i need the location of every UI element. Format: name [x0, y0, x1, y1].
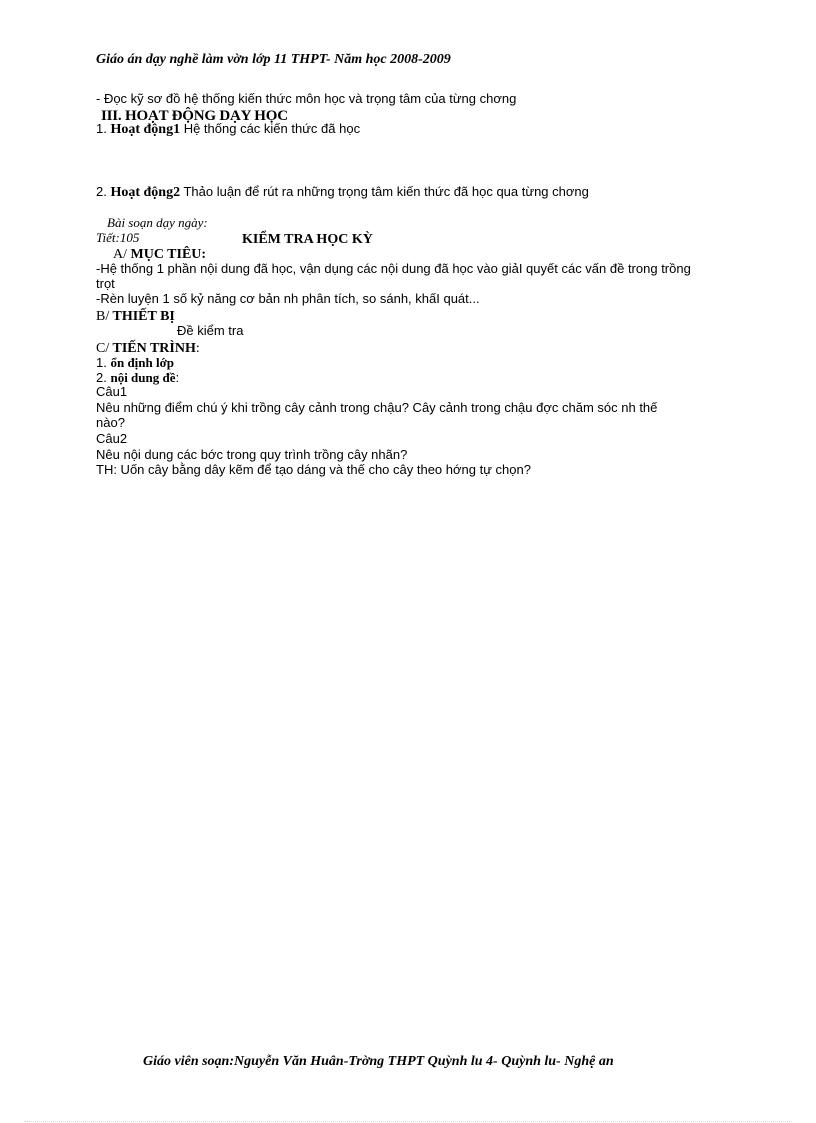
section-b-prefix: B/: [96, 309, 110, 324]
activity-1-number: 1.: [96, 121, 111, 136]
lesson-period-label: Tiết:105: [96, 230, 140, 245]
lesson-title: KIỂM TRA HỌC KỲ: [242, 232, 373, 247]
section-3-heading: III. HOẠT ĐỘNG DẠY HỌC: [101, 108, 288, 124]
section-a-line-1-cont: trọt: [96, 276, 115, 291]
page-footer: Giáo viên soạn:Nguyễn Văn Huân-Trờng THPT Quỳnh lu 4- Quỳnh lu- Nghệ an: [143, 1054, 614, 1069]
activity-2-label: Hoạt động2: [110, 185, 181, 200]
page-bottom-edge: [24, 1121, 792, 1122]
activity-1-text: Hệ thống các kiến thức đã học: [180, 121, 361, 136]
step-2-colon: :: [175, 370, 180, 385]
section-a-title: MỤC TIÊU:: [127, 247, 207, 262]
section-a-line-1: -Hệ thống 1 phần nội dung đã học, vận dụng các nội dung đã học vào giảI quyết các vấn đề trong trồng: [96, 261, 691, 276]
page-header: Giáo án dạy nghề làm vờn lớp 11 THPT- Năm học 2008-2009: [96, 52, 451, 67]
section-b-title: THIẾT BỊ: [109, 309, 175, 324]
section-b-heading: [96, 307, 175, 325]
question-1-line-2: nào?: [96, 415, 125, 430]
activity-2-number: 2.: [96, 184, 111, 199]
step-1-text: ổn định lớp: [110, 355, 175, 370]
step-2-text: nội dung đề: [110, 370, 176, 385]
section-a-line-2: -Rèn luyện 1 số kỷ năng cơ bản nh phân tích, so sánh, khấI quát...: [96, 291, 480, 306]
step-1-number: 1.: [96, 355, 111, 370]
question-2-label: Câu2: [96, 431, 128, 446]
activity-2: [96, 184, 589, 201]
lesson-date-label: Bài soạn dạy ngày:: [107, 215, 208, 230]
activity-1: [96, 121, 360, 138]
activity-2-text: Thảo luận để rút ra những trọng tâm kiến thức đã học qua từng chơng: [180, 184, 589, 199]
activity-1-label: Hoạt động1: [110, 122, 181, 137]
question-2-line-2: TH: Uốn cây bằng dây kẽm để tạo dáng và thế cho cây theo hớng tự chọn?: [96, 462, 531, 477]
section-b-item: Đề kiểm tra: [177, 323, 244, 338]
step-2-number: 2.: [96, 370, 111, 385]
section-c-prefix: C/: [96, 341, 110, 356]
question-1-line-1: Nêu những điểm chú ý khi trồng cây cảnh trong chậu? Cây cảnh trong chậu đợc chăm sóc nh thế: [96, 400, 658, 415]
intro-line: - Đọc kỹ sơ đồ hệ thống kiến thức môn học và trọng tâm của từng chơng: [96, 91, 517, 106]
question-1-label: Câu1: [96, 384, 128, 399]
section-c-colon: :: [195, 341, 200, 356]
section-c-title: TIẾN TRÌNH: [109, 341, 196, 356]
section-a-prefix: A/: [113, 247, 127, 262]
question-2-line-1: Nêu nội dung các bớc trong quy trình trồng cây nhãn?: [96, 447, 408, 462]
